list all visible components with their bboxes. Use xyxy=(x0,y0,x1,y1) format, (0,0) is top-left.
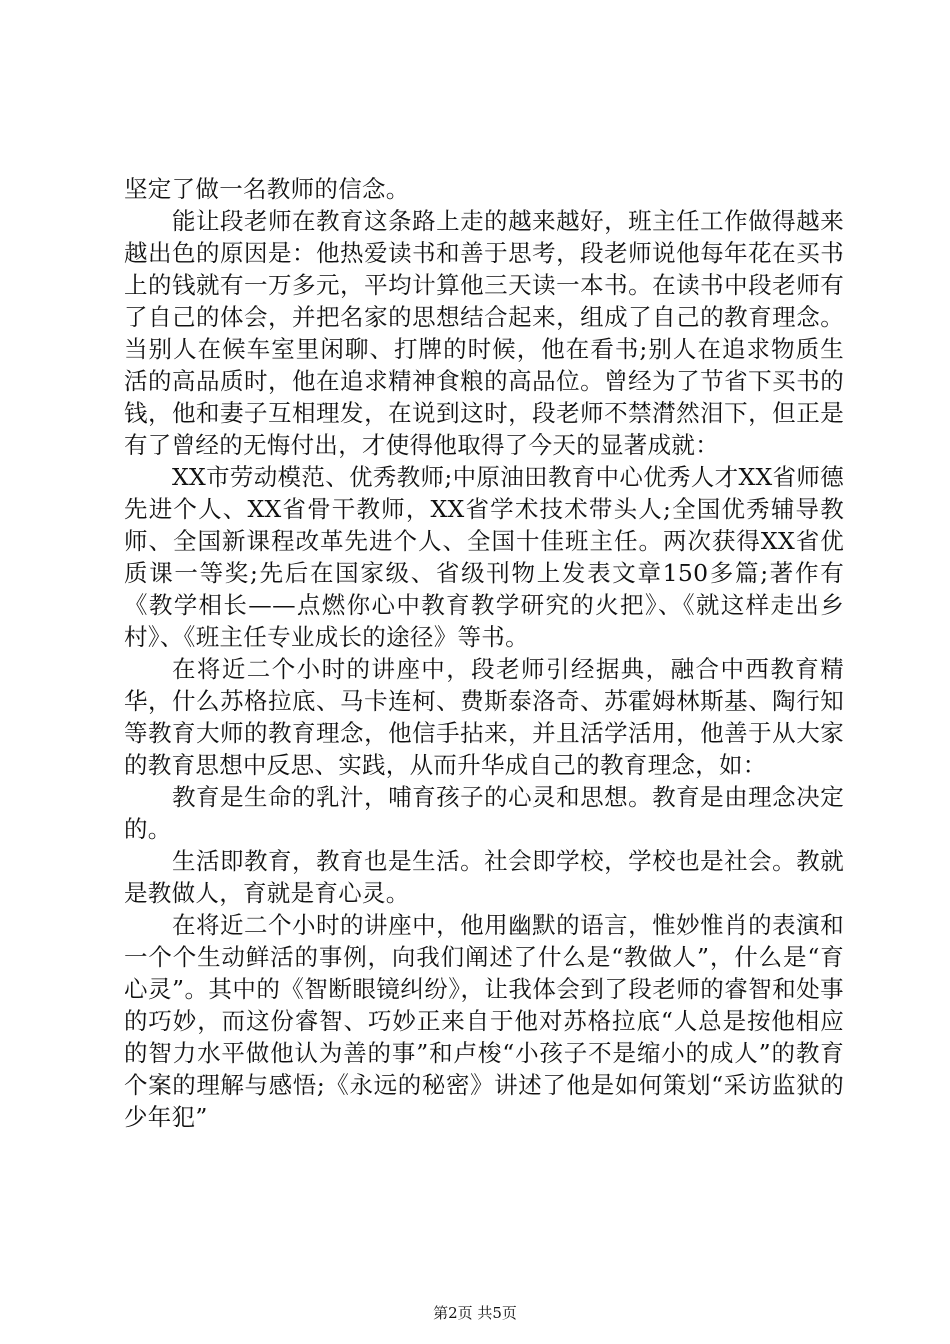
paragraph-achievements: XX市劳动模范、优秀教师;中原油田教育中心优秀人才XX省师德先进个人、XX省骨干教师，XX省学术技术带头人;全国优秀辅导教师、全国新课程改革先进个人、全国十佳班主任。两次获得XX省优质课一等奖;先后在国家级、省级刊物上发表文章150多篇;著作有《教学相长——点燃你心中教育教学研究的火把》、《就这样走出乡村》、《班主任专业成长的途径》等书。 xyxy=(124,463,844,651)
page-number-footer: 第2页 共5页 xyxy=(433,1304,517,1322)
paragraph-continuation: 坚定了做一名教师的信念。 xyxy=(124,175,410,203)
paragraph-lecture-summary: 在将近二个小时的讲座中，段老师引经据典，融合中西教育精华，什么苏格拉底、马卡连柯、费斯泰洛奇、苏霍姆林斯基、陶行知等教育大师的教育理念，他信手拈来，并且活学活用，他善于从大家的教育思想中反思、实践，从而升华成自己的教育理念，如： xyxy=(124,655,844,779)
paragraph-quote-education: 教育是生命的乳汁，哺育孩子的心灵和思想。教育是由理念决定的。 xyxy=(124,783,844,843)
paragraph-quote-life: 生活即教育，教育也是生活。社会即学校，学校也是社会。教就是教做人，育就是育心灵。 xyxy=(124,847,844,907)
document-body xyxy=(124,173,844,1133)
paragraph-lecture-examples: 在将近二个小时的讲座中，他用幽默的语言，惟妙惟肖的表演和一个个生动鲜活的事例，向我们阐述了什么是“教做人”，什么是“育心灵”。其中的《智断眼镜纠纷》，让我体会到了段老师的睿智和处事的巧妙，而这份睿智、巧妙正来自于他对苏格拉底“人总是按他相应的智力水平做他认为善的事”和卢梭“小孩子不是缩小的成人”的教育个案的理解与感悟;《永远的秘密》讲述了他是如何策划“采访监狱的少年犯” xyxy=(124,911,844,1131)
paragraph-reading-habit: 能让段老师在教育这条路上走的越来越好，班主任工作做得越来越出色的原因是：他热爱读书和善于思考，段老师说他每年花在买书上的钱就有一万多元，平均计算他三天读一本书。在读书中段老师有了自己的体会，并把名家的思想结合起来，组成了自己的教育理念。当别人在候车室里闲聊、打牌的时候，他在看书;别人在追求物质生活的高品质时，他在追求精神食粮的高品位。曾经为了节省下买书的钱，他和妻子互相理发，在说到这时，段老师不禁潸然泪下，但正是有了曾经的无悔付出，才使得他取得了今天的显著成就： xyxy=(124,207,844,459)
